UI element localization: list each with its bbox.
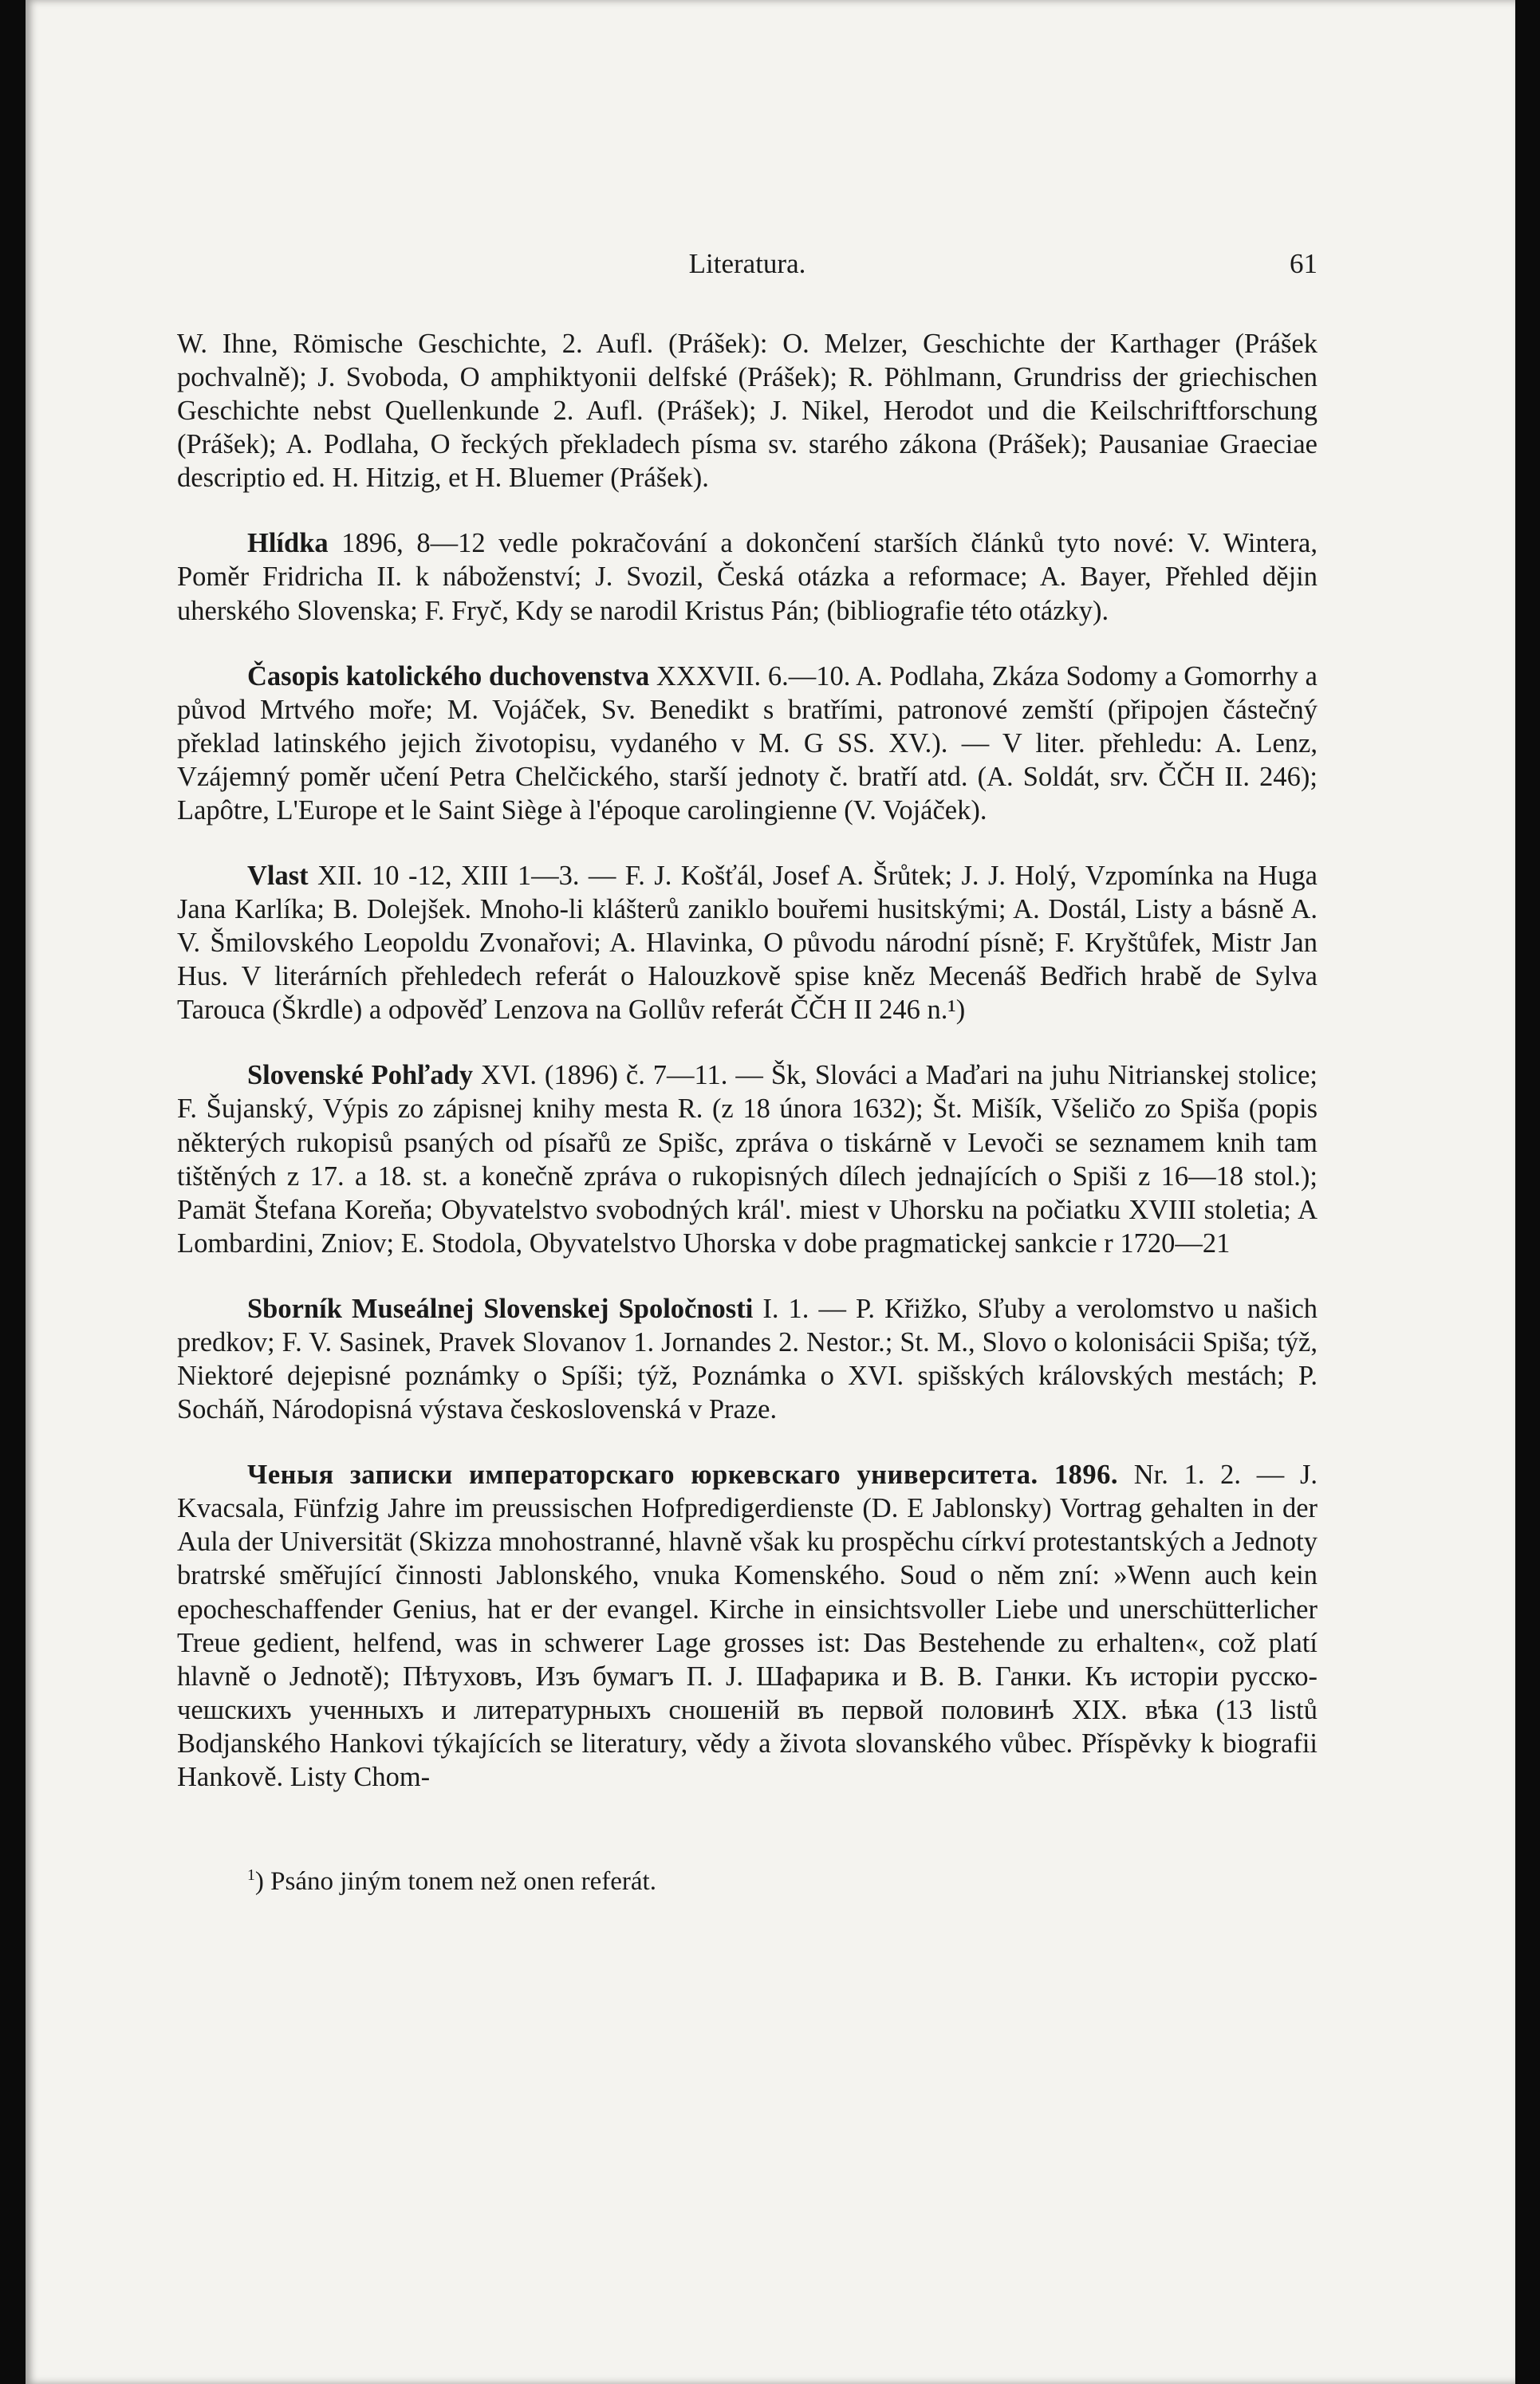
running-head — [177, 239, 1317, 287]
entry-lead: Vlast — [247, 861, 309, 892]
entry-slovenske-pohlady — [177, 1058, 1317, 1259]
entry-lead: Časopis katolického duchovenstva — [247, 660, 650, 692]
entry-literature-list — [177, 327, 1317, 495]
entry-text: XVI. (1896) č. 7—11. — Šk, Slováci a Maďari na juhu Nitrianskej stolice; F. Šujanský, Výpis zo zápisnej knihy mesta R. (z 18 února 1632); Št. Mišík, Všeličo zo Spiša (popis některých rukopisů psaných od písařů ze Spišc, zpráva o tiskárně v Levoči se seznamem knih tam tištěných z 17. a 18. st. a konečně zpráva o rukopisných dílech jednajících o Spiši z 16—18 stol.); Pamät Štefana Koreňa; Obyvatelstvo svobodných král'. miest v Uhorsku na počiatku XVIII stoletia; A Lombardini, Zniov; E. Stodola, Obyvatelstvo Uhorska v dobe pragmatickej sankcie r 1720—21 — [177, 1060, 1317, 1259]
entry-sbornik-musealnej — [177, 1292, 1317, 1426]
entry-text: I. 1. — P. Křižko, Sľuby a verolomstvo u našich predkov; F. V. Sasinek, Pravek Slovanov 1. Jornandes 2. Nestor.; St. M., Slovo o kolonisácii Spiša; týž, Niektoré dejepisné poznámky o Spíši; týž, Poznámka o XVI. spišských královských mestách; P. Socháň, Národopisná výstava československá v Praze. — [177, 1293, 1318, 1425]
entry-text: Nr. 1. 2. — J. Kvacsala, Fünfzig Jahre im preussischen Hofpredigerdienste (D. E Jablonsky) Vortrag gehalten in der Aula der Universität (Skizza mnohostranné, hlavně však ku prospěchu církví protestantských a Jednoty bratrské směřující činnosti Jablonského, vnuka Komenského. Soud o něm zní: »Wenn auch kein epocheschaffender Genius, hat er der evangel. Kirche in einsichtsvoller Liebe und unerschütterlicher Treue gedient, helfend, was in schwerer Lage grosses ist: Das Bestehende zu erhalten«, což platí hlavně o Jednotě); Пѣтуховъ, Изъ бумагъ П. J. Шафарика и В. В. Ганки. Къ исторіи русско-чешскихъ ученныхъ и литературныхъ сношеній въ первой половинѣ XIX. вѣка (13 listů Bodjanského Hankovi týkajících se literatury, vědy a života slovanského vůbec. Příspěvky k biografii Hankově. Listy Chom- — [177, 1460, 1317, 1792]
entry-jurjev-university-notes — [177, 1458, 1317, 1794]
footnote-marker: 1 — [247, 1866, 255, 1884]
entry-text: 1896, 8—12 vedle pokračování a dokončení starších článků tyto nové: V. Wintera, Poměr Fridricha II. k náboženství; J. Svozil, Česká otázka a reformace; A. Bayer, Přehled dějin uherského Slovenska; F. Fryč, Kdy se narodil Kristus Pán; (bibliografie této otázky). — [177, 528, 1317, 626]
scanned-page — [26, 0, 1515, 2384]
footnote-text: ) Psáno jiným tonem než onen referát. — [254, 1866, 656, 1896]
entry-vlast — [177, 859, 1317, 1026]
entry-text: XII. 10 -12, XIII 1—3. — F. J. Košťál, Josef A. Šrůtek; J. J. Holý, Vzpomínka na Huga Jana Karlíka; B. Dolejšek. Mnoho-li klášterů zaniklo bouřemi husitskými; A. Dostál, Listy a básně A. V. Šmilovského Leopoldu Zvonařovi; A. Hlavinka, O původu národní písně; F. Kryštůfek, Mistr Jan Hus. V literárních přehledech referát o Halouzkově spise kněz Mecenáš Bedřich hrabě de Sylva Tarouca (Škrdle) a odpověď Lenzova na Gollův referát ČČH II 246 n.¹) — [177, 861, 1317, 1026]
entry-lead: Sborník Museálnej Slovenskej Spoločnosti — [247, 1293, 754, 1324]
entry-casopis-katolickeho-duchovenstva — [177, 660, 1317, 827]
entry-text: W. Ihne, Römische Geschichte, 2. Aufl. (Prášek): O. Melzer, Geschichte der Karthager (Prášek pochvalně); J. Svoboda, O amphiktyonii delfské (Prášek); R. Pöhlmann, Grundriss der griechischen Geschichte nebst Quellenkunde 2. Aufl. (Prášek); J. Nikel, Herodot und die Keilschriftforschung (Prášek); A. Podlaha, O řeckých překladech písma sv. starého zákona (Prášek); Pausaniae Graeciae descriptio ed. H. Hitzig, et H. Bluemer (Prášek). — [177, 329, 1317, 494]
footnote — [177, 1866, 1317, 1897]
entry-lead: Ченыя записки императорскаго юркевскаго университета. 1896. — [247, 1460, 1119, 1491]
entry-lead: Slovenské Pohľady — [247, 1060, 474, 1091]
entry-lead: Hlídka — [247, 528, 329, 559]
entry-hlidka — [177, 526, 1317, 627]
running-title: Literatura. — [688, 248, 806, 279]
page-number: 61 — [1290, 248, 1317, 279]
entry-text: XXXVII. 6.—10. A. Podlaha, Zkáza Sodomy a Gomorrhy a původ Mrtvého moře; M. Vojáček, Sv. Benedikt s bratřími, patronové zemští (připojen částečný překlad latinského jejich životopisu, vydaného v M. G SS. XV.). — V liter. přehledu: A. Lenz, Vzájemný poměr učení Petra Chelčického, starší jednoty č. bratří atd. (A. Soldát, srv. ČČH II. 246); Lapôtre, L'Europe et le Saint Siège à l'époque carolingienne (V. Vojáček). — [177, 660, 1317, 826]
page-content — [177, 239, 1317, 1924]
